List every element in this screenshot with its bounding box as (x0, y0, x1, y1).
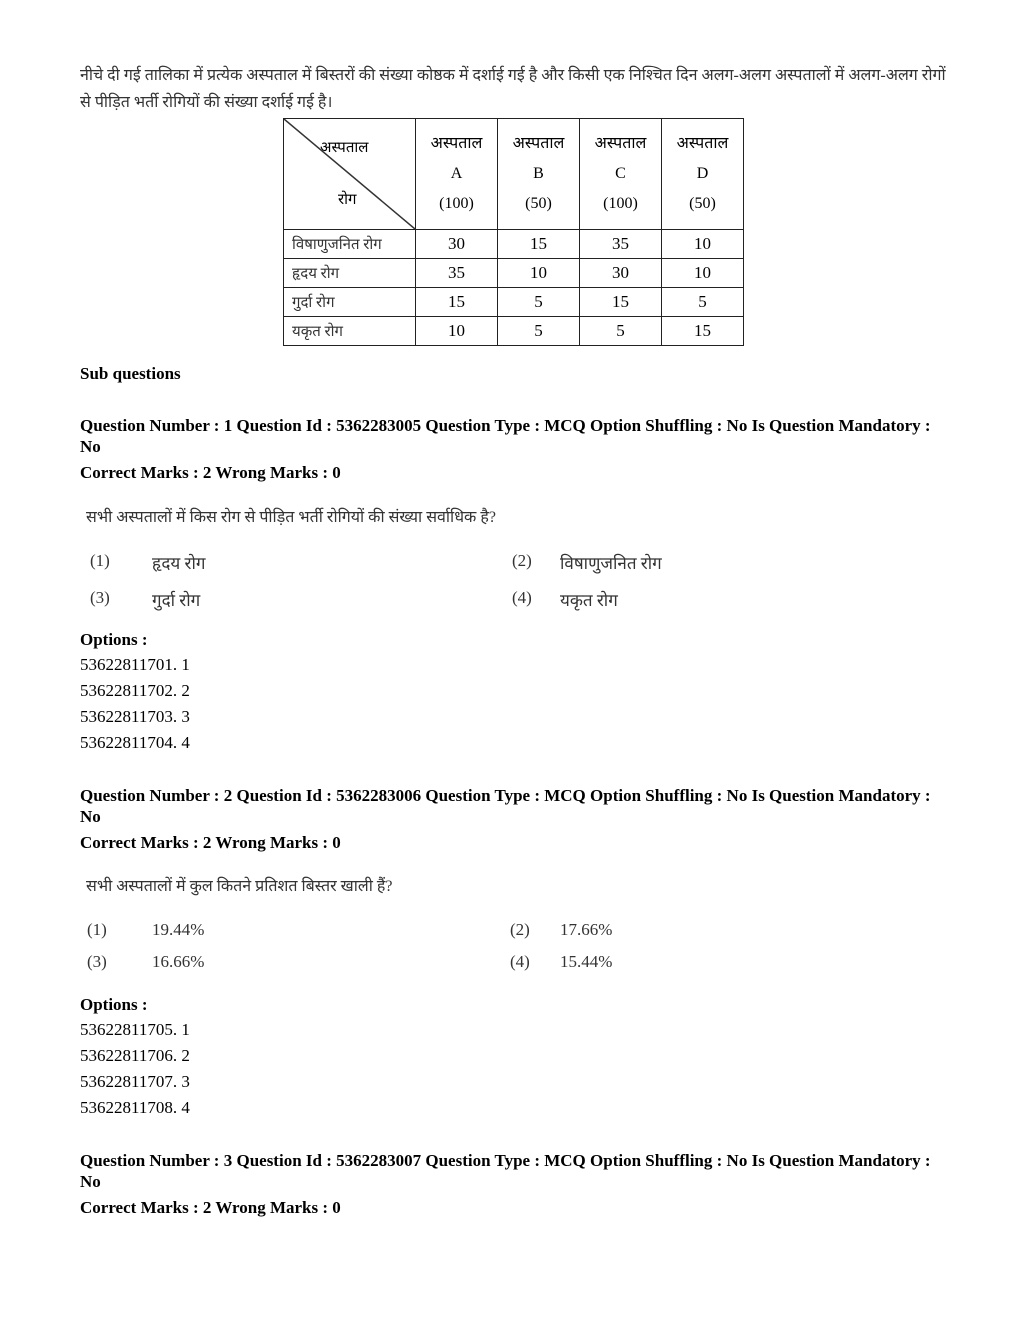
choice-number: (2) (512, 551, 532, 570)
question-header: Question Number : 3 Question Id : 5362283007 Question Type : MCQ Option Shuffling : No Is Question Mandatory : No (80, 1151, 931, 1191)
col-letter: A (450, 165, 463, 182)
cell: 5 (498, 288, 580, 317)
option-id: 53622811704. 4 (80, 733, 190, 752)
column-header (498, 119, 580, 230)
option-id: 53622811703. 3 (80, 707, 190, 726)
col-beds: (100) (603, 195, 638, 212)
choice-text: 16.66% (152, 952, 205, 971)
data-table (283, 118, 744, 346)
col-label: अस्पताल (430, 135, 483, 152)
option-id: 53622811705. 1 (80, 1020, 190, 1039)
cell: 5 (498, 317, 580, 346)
cell: 10 (662, 230, 744, 259)
column-header (416, 119, 498, 230)
choice-text: विषाणुजनित रोग (560, 554, 662, 573)
cell: 15 (662, 317, 744, 346)
question-marks: Correct Marks : 2 Wrong Marks : 0 (80, 463, 341, 482)
col-beds: (50) (689, 195, 716, 212)
col-beds: (50) (525, 195, 552, 212)
question-marks: Correct Marks : 2 Wrong Marks : 0 (80, 1198, 341, 1217)
cell: 30 (416, 230, 498, 259)
options-label: Options : (80, 995, 148, 1014)
cell: 15 (416, 288, 498, 317)
row-label: गुर्दा रोग (284, 288, 416, 317)
choice-text: 19.44% (152, 920, 205, 939)
cell: 35 (416, 259, 498, 288)
question-header: Question Number : 2 Question Id : 5362283006 Question Type : MCQ Option Shuffling : No Is Question Mandatory : No (80, 786, 931, 826)
question-text: सभी अस्पतालों में कुल कितने प्रतिशत बिस्तर खाली हैं? (86, 878, 393, 895)
sub-questions-heading: Sub questions (80, 364, 181, 383)
table-row (284, 317, 744, 346)
cell: 15 (498, 230, 580, 259)
column-header (662, 119, 744, 230)
choice-text: हृदय रोग (152, 554, 206, 573)
question-marks: Correct Marks : 2 Wrong Marks : 0 (80, 833, 341, 852)
corner-top-label: अस्पताल (320, 140, 369, 156)
choice-number: (3) (87, 952, 107, 971)
col-letter: B (533, 165, 544, 182)
choice-number: (1) (87, 920, 107, 939)
question-text: सभी अस्पतालों में किस रोग से पीड़ित भर्ती रोगियों की संख्या सर्वाधिक है? (86, 509, 496, 526)
cell: 5 (662, 288, 744, 317)
choice-number: (2) (510, 920, 530, 939)
cell: 10 (662, 259, 744, 288)
choice-number: (4) (510, 952, 530, 971)
choice-number: (4) (512, 588, 532, 607)
option-id: 53622811707. 3 (80, 1072, 190, 1091)
options-label: Options : (80, 630, 148, 649)
choice-text: गुर्दा रोग (152, 591, 201, 610)
row-label: हृदय रोग (284, 259, 416, 288)
corner-bottom-label: रोग (338, 192, 357, 208)
col-label: अस्पताल (676, 135, 729, 152)
col-label: अस्पताल (512, 135, 565, 152)
choice-number: (1) (90, 551, 110, 570)
cell: 5 (580, 317, 662, 346)
row-label: विषाणुजनित रोग (284, 230, 416, 259)
choice-text: यकृत रोग (560, 591, 618, 610)
cell: 15 (580, 288, 662, 317)
question-header: Question Number : 1 Question Id : 5362283005 Question Type : MCQ Option Shuffling : No Is Question Mandatory : No (80, 416, 931, 456)
col-letter: D (696, 165, 709, 182)
corner-cell (284, 119, 416, 230)
choice-text: 15.44% (560, 952, 613, 971)
option-id: 53622811708. 4 (80, 1098, 190, 1117)
choice-number: (3) (90, 588, 110, 607)
col-beds: (100) (439, 195, 474, 212)
option-id: 53622811702. 2 (80, 681, 190, 700)
table-header-row (284, 119, 744, 230)
table-row (284, 288, 744, 317)
cell: 10 (416, 317, 498, 346)
choice-text: 17.66% (560, 920, 613, 939)
column-header (580, 119, 662, 230)
cell: 35 (580, 230, 662, 259)
col-letter: C (615, 165, 626, 182)
table-row (284, 230, 744, 259)
table-row (284, 259, 744, 288)
cell: 10 (498, 259, 580, 288)
option-id: 53622811706. 2 (80, 1046, 190, 1065)
row-label: यकृत रोग (284, 317, 416, 346)
cell: 30 (580, 259, 662, 288)
option-id: 53622811701. 1 (80, 655, 190, 674)
intro-paragraph: नीचे दी गई तालिका में प्रत्येक अस्पताल में बिस्तरों की संख्या कोष्ठक में दर्शाई गई है और किसी एक निश्चित दिन अलग-अलग अस्पतालों में अलग-अलग रोगों से पीड़ित भर्ती रोगियों की संख्या दर्शाई गई है। (80, 67, 946, 111)
col-label: अस्पताल (594, 135, 647, 152)
